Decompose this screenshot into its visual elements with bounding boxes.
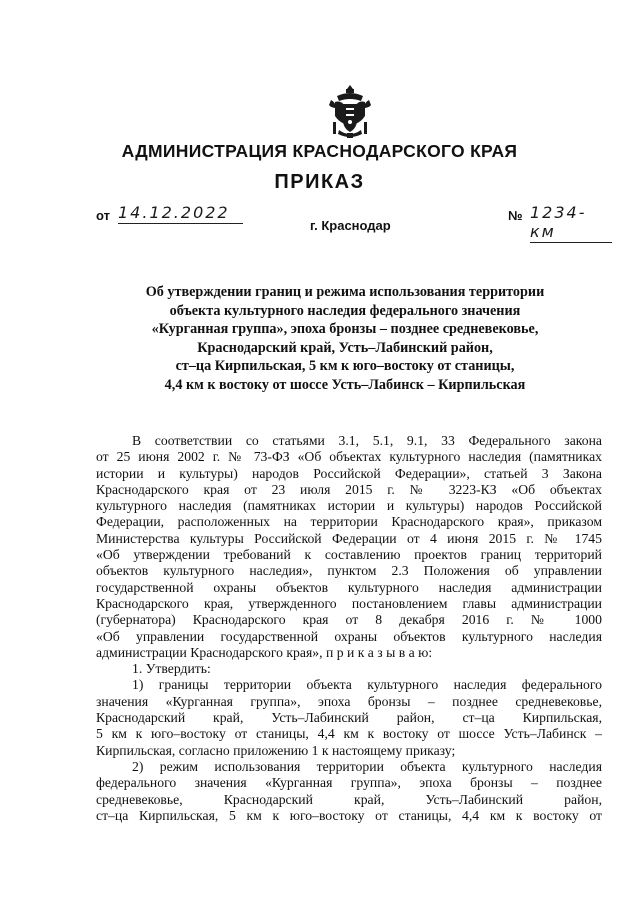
body-line: от 25 июня 2002 г. № 73-ФЗ «Об объектах культурного наследия (памятниках: [96, 449, 602, 465]
city-label: г. Краснодар: [310, 218, 391, 233]
coat-of-arms-emblem: [329, 84, 371, 138]
body-line: средневековье, Краснодарский край, Усть–Лабинский район,: [96, 791, 602, 807]
title-line: ст–ца Кирпильская, 5 км к юго–востоку от станицы,: [175, 358, 515, 375]
body-line: культурного наследия (памятниках истории и культуры) народов Российской: [96, 498, 602, 514]
body-line: истории и культуры) народов Российской Федерации», статьей 3 Закона: [96, 465, 602, 481]
body-line: государственной охраны объектов культурного наследия администрации: [96, 579, 602, 595]
body-line: 1) границы территории объекта культурного наследия федерального: [132, 677, 602, 693]
title-line: объекта культурного наследия федерального значения: [169, 302, 521, 319]
body-line: Краснодарский край, Усть–Лабинский район, ст–ца Кирпильская,: [96, 710, 602, 726]
document-title: [110, 283, 580, 395]
title-line: Краснодарский край, Усть–Лабинский район,: [197, 339, 493, 356]
title-line: Об утверждении границ и режима использования территории: [145, 284, 545, 300]
body-line: Федерации, расположенных на территории Краснодарского края», приказом: [96, 514, 602, 530]
body-line: 1. Утвердить:: [132, 661, 211, 677]
from-label: от: [96, 208, 110, 223]
body-line: (губернатора) Краснодарского края от 8 декабря 2016 г. № 1000: [96, 612, 602, 628]
body-line: Кирпильская, согласно приложению 1 к настоящему приказу;: [96, 742, 456, 758]
body-line: Краснодарского края, утвержденного постановлением главы администрации: [96, 595, 602, 611]
body-line: «Об управлении государственной охраны объектов культурного наследия: [96, 628, 602, 644]
document-body: [96, 433, 602, 824]
document-type: ПРИКАЗ: [274, 171, 365, 193]
body-line: ст–ца Кирпильская, 5 км к юго–востоку от станицы, 4,4 км к востоку от: [96, 807, 602, 823]
organization-name: АДМИНИСТРАЦИЯ КРАСНОДАРСКОГО КРАЯ: [121, 141, 518, 161]
body-line: объектов культурного наследия», пунктом 2.3 Положения об управлении: [96, 563, 602, 579]
body-line: 5 км к юго–востоку от станицы, 4,4 км к востоку от шоссе Усть–Лабинск –: [96, 726, 602, 742]
body-line: значения «Курганная группа», эпоха бронзы – позднее средневековье,: [96, 693, 602, 709]
handwritten-number: 1234-км: [530, 203, 612, 243]
body-line: 2) режим использования территории объекта культурного наследия: [132, 758, 602, 774]
body-line: администрации Краснодарского края», п р и к а з ы в а ю:: [96, 644, 433, 660]
body-line: Министерства культуры Российской Федерации от 4 июня 2015 г. № 1745: [96, 530, 602, 546]
title-line: 4,4 км к востоку от шоссе Усть–Лабинск – Кирпильская: [164, 376, 526, 393]
number-label: №: [508, 208, 523, 223]
body-line: Краснодарского края от 23 июля 2015 г. № 3223-КЗ «Об объектах: [96, 481, 602, 497]
body-line: «Об утверждении требований к составлению проектов границ территорий: [96, 547, 602, 563]
body-line: федерального значения «Курганная группа», эпоха бронзы – позднее: [96, 775, 602, 791]
handwritten-date: 14.12.2022: [118, 203, 243, 224]
title-line: «Курганная группа», эпоха бронзы – позднее средневековье,: [151, 321, 539, 338]
body-line: В соответствии со статьями 3.1, 5.1, 9.1, 33 Федерального закона: [132, 433, 602, 448]
